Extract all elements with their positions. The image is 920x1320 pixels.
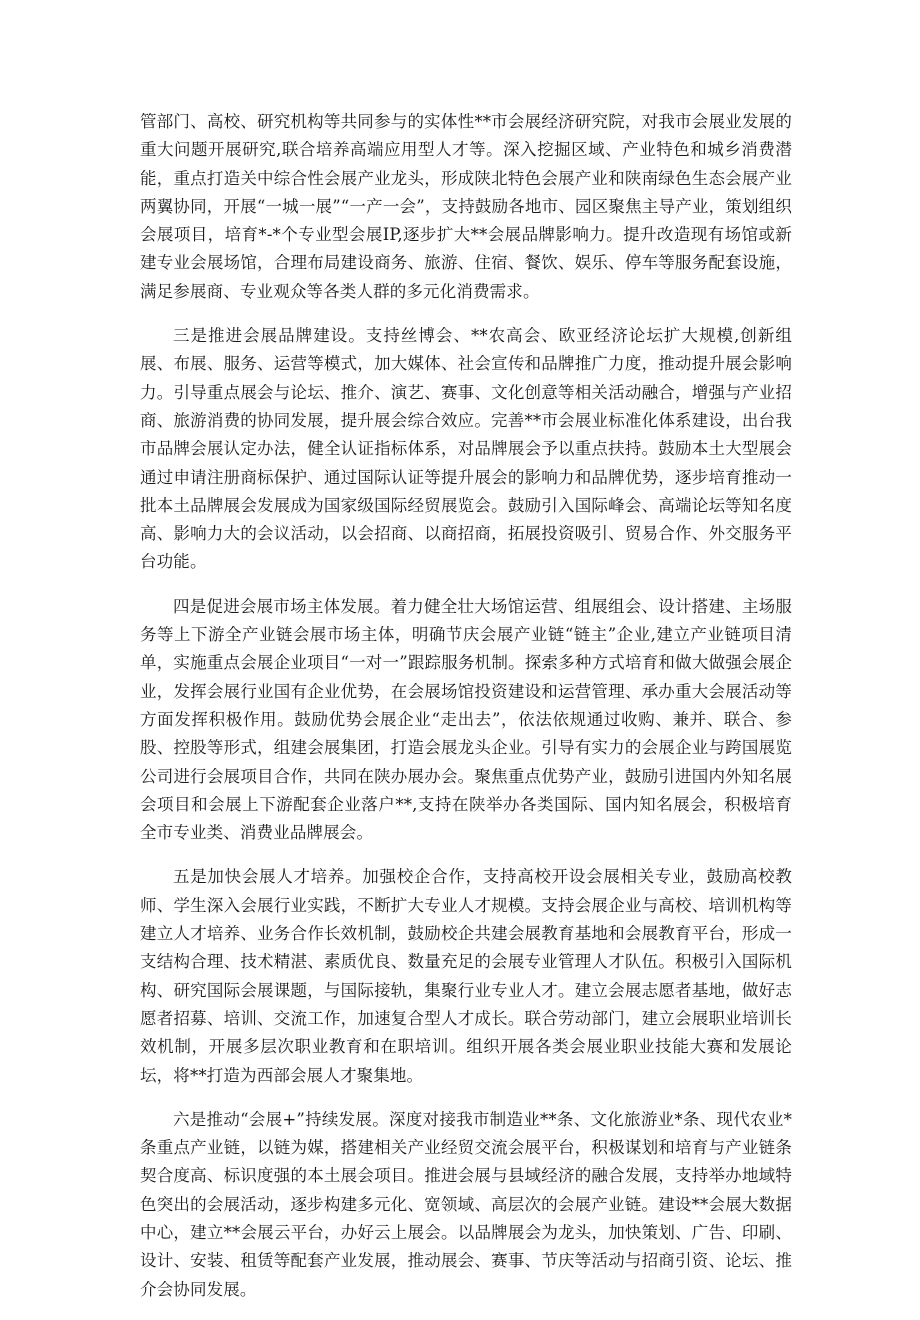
paragraph-talent-cultivation: 五是加快会展人才培养。加强校企合作，支持高校开设会展相关专业，鼓励高校教师、学生深入会展行业实践，不断扩大专业人才规模。支持会展企业与高校、培训机构等建立人才培养、业务合作长效机制，鼓励校企共建会展教育基地和会展教育平台，形成一支结构合理、技术精湛、素质优良、数量充足的会展专业管理人才队伍。积极引入国际机构、研究国际会展课题，与国际接轨，集聚行业专业人才。建立会展志愿者基地，做好志愿者招募、培训、交流工作，加速复合型人才成长。联合劳动部门，建立会展职业培训长效机制，开展多层次职业教育和在职培训。组织开展各类会展业职业技能大赛和发展论坛，将**打造为西部会展人才聚集地。 xyxy=(140,867,792,1085)
paragraph-brand-building: 三是推进会展品牌建设。支持丝博会、**农高会、欧亚经济论坛扩大规模,创新组展、布展、服务、运营等模式，加大媒体、社会宣传和品牌推广力度，推动提升展会影响力。引导重点展会与论坛、推介、演艺、赛事、文化创意等相关活动融合，增强与产业招商、旅游消费的协同发展，提升展会综合效应。完善**市会展业标准化体系建设，出台我市品牌会展认定办法，健全认证指标体系，对品牌展会予以重点扶持。鼓励本土大型展会通过申请注册商标保护、通过国际认证等提升展会的影响力和品牌优势，逐步培育推动一批本土品牌展会发展成为国家级国际经贸展览会。鼓励引入国际峰会、高端论坛等知名度高、影响力大的会议活动，以会招商、以商招商，拓展投资吸引、贸易合作、外交服务平台功能。 xyxy=(140,326,792,572)
paragraph-market-entities: 四是促进会展市场主体发展。着力健全壮大场馆运营、组展组会、设计搭建、主场服务等上下游全产业链会展市场主体，明确节庆会展产业链“链主”企业,建立产业链项目清单，实施重点会展企业项目“一对一”跟踪服务机制。探索多种方式培育和做大做强会展企业，发挥会展行业国有企业优势，在会展场馆投资建设和运营管理、承办重大会展活动等方面发挥积极作用。鼓励优势会展企业“走出去”，依法依规通过收购、兼并、联合、参股、控股等形式，组建会展集团，打造会展龙头企业。引导有实力的会展企业与跨国展览公司进行会展项目合作，共同在陕办展办会。聚焦重点优势产业，鼓励引进国内外知名展会项目和会展上下游配套企业落户**,支持在陕举办各类国际、国内知名展会，积极培育全市专业类、消费业品牌展会。 xyxy=(140,596,792,843)
paragraph-exhibition-plus: 六是推动“会展+”持续发展。深度对接我市制造业**条、文化旅游业*条、现代农业*条重点产业链，以链为媒，搭建相关产业经贸交流会展平台，积极谋划和培育与产业链条契合度高、标识度强的本土展会项目。推进会展与县域经济的融合发展，支持举办地域特色突出的会展活动，逐步构建多元化、宽领域、高层次的会展产业链。建设**会展大数据中心，建立**会展云平台，办好云上展会。以品牌展会为龙头，加快策划、广告、印刷、设计、安装、租赁等配套产业发展，推动展会、赛事、节庆等活动与招商引资、论坛、推介会协同发展。 xyxy=(140,1109,792,1299)
paragraph-continuation: 管部门、高校、研究机构等共同参与的实体性**市会展经济研究院，对我市会展业发展的重大问题开展研究,联合培养高端应用型人才等。深入挖掘区域、产业特色和城乡消费潜能，重点打造关中综合性会展产业龙头，形成陕北特色会展产业和陕南绿色生态会展产业两翼协同，开展“一城一展”“一产一会”，支持鼓励各地市、园区聚焦主导产业，策划组织会展项目，培育*-*个专业型会展IP,逐步扩大**会展品牌影响力。提升改造现有场馆或新建专业会展场馆，合理布局建设商务、旅游、住宿、餐饮、娱乐、停车等服务配套设施，满足参展商、专业观众等各类人群的多元化消费需求。 xyxy=(140,112,792,301)
document-page xyxy=(140,108,792,1320)
